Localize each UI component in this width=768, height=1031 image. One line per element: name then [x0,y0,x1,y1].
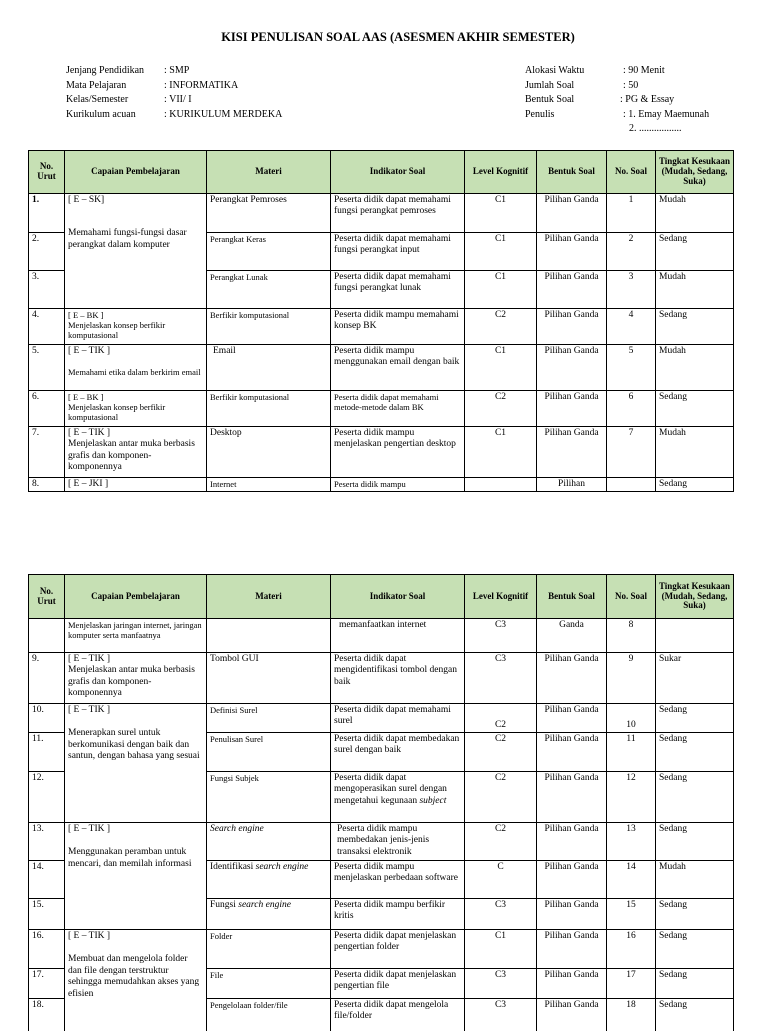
materi-cell: Perangkat Lunak [207,271,331,309]
nosoal-cell: 12 [607,772,656,823]
info-value: : 90 Menit [623,65,665,76]
bentuk-cell: Pilihan Ganda [537,653,607,704]
row-no: 4. [29,309,65,345]
cp-code: [ E – TIK ] [68,931,111,941]
bentuk-cell: Pilihan Ganda [537,345,607,391]
bentuk-cell: Pilihan Ganda [537,704,607,733]
nosoal-cell: 14 [607,861,656,899]
tingkat-cell: Mudah [656,427,734,478]
nosoal-cell: 11 [607,733,656,772]
indikator-cell: Peserta didik dapat memahami surel [331,704,465,733]
level-cell: C1 [465,345,537,391]
bentuk-cell: Pilihan Ganda [537,999,607,1031]
bentuk-cell: Pilihan Ganda [537,772,607,823]
bentuk-cell: Pilihan Ganda [537,823,607,861]
cp-text: Menjelaskan antar muka berbasis grafis dan komponen-komponennya [68,665,195,699]
bentuk-cell: Pilihan Ganda [537,969,607,999]
cp-cell [65,345,207,391]
cp-code: [ E – TIK ] [68,824,111,834]
level-cell: C [465,861,537,899]
document-title: KISI PENULISAN SOAL AAS (ASESMEN AKHIR SEMESTER) [221,30,575,44]
row-no [29,619,65,653]
info-value: : 1. Emay Maemunah [623,108,710,120]
cp-text: Menjelaskan konsep berfikir komputasional [68,402,166,423]
table-row [29,427,734,478]
materi-cell: Perangkat Keras [207,233,331,271]
nosoal-cell: 16 [607,930,656,969]
level-cell: C2 [465,733,537,772]
level-cell: C2 [465,772,537,823]
materi-cell: Tombol GUI [207,653,331,704]
table-header-row [29,575,734,619]
bentuk-cell: Pilihan Ganda [537,271,607,309]
bentuk-cell: Pilihan Ganda [537,427,607,478]
materi-cell: Fungsi search engine [207,899,331,930]
tingkat-cell: Mudah [656,194,734,233]
level-cell: C3 [465,999,537,1031]
bentuk-cell: Pilihan Ganda [537,309,607,345]
row-no: 11. [29,733,65,772]
table-row [29,823,734,861]
tingkat-cell: Sedang [656,233,734,271]
info-left [66,64,282,122]
indikator-cell: Peserta didik dapat memahami fungsi perangkat lunak [331,271,465,309]
row-no: 16. [29,930,65,969]
row-no: 2. [29,233,65,271]
info-label: Jenjang Pendidikan [66,65,145,76]
row-no: 1. [29,194,65,233]
bentuk-cell: Pilihan [537,478,607,492]
cp-cell [65,391,207,427]
tingkat-cell: Sedang [656,999,734,1031]
info-right [525,64,709,137]
level-cell: C3 [465,899,537,930]
nosoal-cell: 18 [607,999,656,1031]
row-no: 8. [29,478,65,492]
row-no: 3. [29,271,65,309]
tingkat-cell: Sukar [656,653,734,704]
level-cell: C1 [465,427,537,478]
info-label: Mata Pelajaran [66,79,127,91]
indikator-cell: Peserta didik mampu membedakan jenis-jenis transaksi elektronik [331,823,465,861]
tingkat-cell: Sedang [656,478,734,492]
tingkat-cell: Mudah [656,345,734,391]
tingkat-cell: Sedang [656,733,734,772]
indikator-cell: Peserta didik mampu berfikir kritis [331,899,465,930]
cp-text: Menjelaskan antar muka berbasis grafis dan komponen-komponennya [68,439,195,473]
materi-cell: Folder [207,930,331,969]
table-header-row [29,151,734,194]
info-label: Bentuk Soal [525,94,575,105]
nosoal-cell: 8 [607,619,656,653]
indikator-cell: Peserta didik mampu menggunakan email dengan baik [331,345,465,391]
header-capaian: Capaian Pembelajaran [65,151,207,194]
info-value: : VII/ I [164,94,192,105]
tingkat-cell [656,619,734,653]
tingkat-cell: Sedang [656,930,734,969]
cp-code: [ E – SK] [68,195,105,205]
indikator-cell: Peserta didik dapat membedakan surel dengan baik [331,733,465,772]
info-label: Penulis [525,108,555,120]
info-value: : INFORMATIKA [164,79,239,91]
nosoal-cell: 1 [607,194,656,233]
cp-cell [65,309,207,345]
materi-cell: Email [207,345,331,391]
row-no: 6. [29,391,65,427]
cp-code: [ E – TIK ] [68,428,111,438]
tingkat-cell: Mudah [656,861,734,899]
cp-cell: [ E – JKI ] [65,478,207,492]
nosoal-cell: 4 [607,309,656,345]
header-tingkat: Tingkat Kesukaan (Mudah, Sedang, Suka) [656,575,734,619]
level-cell: C2 [465,823,537,861]
bentuk-cell: Pilihan Ganda [537,391,607,427]
indikator-cell: Peserta didik dapat memahami fungsi perangkat input [331,233,465,271]
header-level: Level Kognitif [465,151,537,194]
bentuk-cell: Pilihan Ganda [537,930,607,969]
level-cell: C2 [465,704,537,733]
materi-cell: Identifikasi search engine [207,861,331,899]
info-label: Kurikulum acuan [66,108,136,120]
cp-code: [ E – TIK ] [68,654,111,664]
indikator-cell: Peserta didik dapat mengidentifikasi tombol dengan baik [331,653,465,704]
level-cell: C1 [465,930,537,969]
info-value: : 50 [623,79,639,91]
info-label: Jumlah Soal [525,79,575,91]
nosoal-cell: 7 [607,427,656,478]
header-capaian: Capaian Pembelajaran [65,575,207,619]
indikator-cell: Peserta didik dapat menjelaskan pengertian folder [331,930,465,969]
tingkat-cell: Sedang [656,899,734,930]
tingkat-cell: Sedang [656,309,734,345]
row-no: 13. [29,823,65,861]
cp-code: [ E – TIK ] [68,705,111,715]
cp-cell [65,930,207,1031]
cp-cell [65,704,207,823]
cp-text: Membuat dan mengelola folder dan file dengan terstruktur sehingga memudahkan akses yang efisien [68,954,200,999]
nosoal-cell: 5 [607,345,656,391]
info-value: : SMP [164,65,190,76]
indikator-cell: Peserta didik mampu menjelaskan pengertian desktop [331,427,465,478]
cp-code: [ E – TIK ] [68,346,111,356]
row-no: 5. [29,345,65,391]
cp-code: [ E – BK ] [68,310,104,320]
table-row [29,930,734,969]
indikator-cell: Peserta didik dapat mengelola file/folder [331,999,465,1031]
nosoal-cell [607,478,656,492]
nosoal-cell: 13 [607,823,656,861]
bentuk-cell: Pilihan Ganda [537,233,607,271]
materi-cell: Perangkat Pemroses [207,194,331,233]
level-cell: C3 [465,969,537,999]
row-no: 9. [29,653,65,704]
row-no: 10. [29,704,65,733]
cp-text: Memahami etika dalam berkirim email [68,367,201,378]
info-label: Kelas/Semester [66,94,129,105]
indikator-cell: Peserta didik mampu [331,478,465,492]
indikator-text: Peserta didik dapat mengoperasikan surel dengan mengetahui kegunaan subject [334,773,447,806]
tingkat-cell: Sedang [656,823,734,861]
cp-text: Menjelaskan konsep berfikir komputasional [68,320,166,341]
level-cell: C2 [465,391,537,427]
header-no-urut: No. Urut [29,151,65,194]
row-no: 7. [29,427,65,478]
tingkat-cell: Sedang [656,969,734,999]
tingkat-cell: Mudah [656,271,734,309]
cp-text: Menerapkan surel untuk berkomunikasi dengan baik dan santun, dengan bahasa yang sesuai [68,728,200,762]
level-cell: C3 [465,619,537,653]
header-no-soal: No. Soal [607,151,656,194]
bentuk-cell: Pilihan Ganda [537,899,607,930]
cp-cell [65,653,207,704]
header-tingkat: Tingkat Kesukaan (Mudah, Sedang, Suka) [656,151,734,194]
row-no: 15. [29,899,65,930]
info-value: 2. ................. [629,123,682,134]
bentuk-cell: Pilihan Ganda [537,861,607,899]
cp-cell [65,427,207,478]
indikator-cell: memanfaatkan internet [331,619,465,653]
cp-text: Menjelaskan jaringan internet, jaringan komputer serta manfaatnya [65,619,207,653]
row-no: 12. [29,772,65,823]
indikator-cell: Peserta didik dapat memahami fungsi perangkat pemroses [331,194,465,233]
header-materi: Materi [207,151,331,194]
tingkat-cell: Sedang [656,704,734,733]
cp-cell [65,823,207,930]
cp-cell [65,194,207,309]
cp-text: Memahami fungsi-fungsi dasar perangkat dalam komputer [68,228,187,250]
indikator-cell: Peserta didik dapat memahami metode-metode dalam BK [331,391,465,427]
indikator-cell [331,772,465,823]
materi-cell: Berfikir komputasional [207,309,331,345]
header-indikator: Indikator Soal [331,575,465,619]
cp-code: [ E – BK ] [68,392,104,402]
table-row [29,704,734,733]
info-value: : KURIKULUM MERDEKA [164,108,283,120]
level-cell: C1 [465,271,537,309]
materi-cell: Pengelolaan folder/file [207,999,331,1031]
materi-cell: Penulisan Surel [207,733,331,772]
kisi-table-2 [28,574,734,1031]
info-value: : PG & Essay [620,94,675,105]
row-no: 18. [29,999,65,1031]
nosoal-cell: 17 [607,969,656,999]
level-cell: C1 [465,194,537,233]
tingkat-cell: Sedang [656,772,734,823]
nosoal-cell: 3 [607,271,656,309]
materi-cell: Berfikir komputasional [207,391,331,427]
bentuk-cell: Pilihan Ganda [537,194,607,233]
table-row [29,619,734,653]
table-row [29,391,734,427]
level-cell: C1 [465,233,537,271]
bentuk-cell: Pilihan Ganda [537,733,607,772]
header-no-urut: No. Urut [29,575,65,619]
header-level: Level Kognitif [465,575,537,619]
materi-cell [207,619,331,653]
materi-cell: Fungsi Subjek [207,772,331,823]
row-no: 14. [29,861,65,899]
nosoal-cell: 6 [607,391,656,427]
table-row [29,194,734,233]
materi-cell: Internet [207,478,331,492]
level-cell: C3 [465,653,537,704]
kisi-table-1 [28,150,734,492]
row-no: 17. [29,969,65,999]
materi-cell: Search engine [207,823,331,861]
header-materi: Materi [207,575,331,619]
nosoal-cell: 2 [607,233,656,271]
indikator-cell: Peserta didik mampu memahami konsep BK [331,309,465,345]
table-row [29,345,734,391]
materi-cell: File [207,969,331,999]
table-row [29,478,734,492]
info-label: Alokasi Waktu [525,65,585,76]
table-row [29,653,734,704]
header-indikator: Indikator Soal [331,151,465,194]
cp-text: Menggunakan peramban untuk mencari, dan memilah informasi [68,847,192,869]
header-bentuk: Bentuk Soal [537,575,607,619]
table-row [29,309,734,345]
header-bentuk: Bentuk Soal [537,151,607,194]
tingkat-cell: Sedang [656,391,734,427]
materi-cell: Desktop [207,427,331,478]
materi-cell: Definisi Surel [207,704,331,733]
nosoal-cell: 15 [607,899,656,930]
nosoal-cell: 10 [607,704,656,733]
level-cell: C2 [465,309,537,345]
nosoal-cell: 9 [607,653,656,704]
indikator-cell: Peserta didik dapat menjelaskan pengertian file [331,969,465,999]
bentuk-cell: Ganda [537,619,607,653]
header-no-soal: No. Soal [607,575,656,619]
indikator-cell: Peserta didik mampu menjelaskan perbedaan software [331,861,465,899]
level-cell [465,478,537,492]
